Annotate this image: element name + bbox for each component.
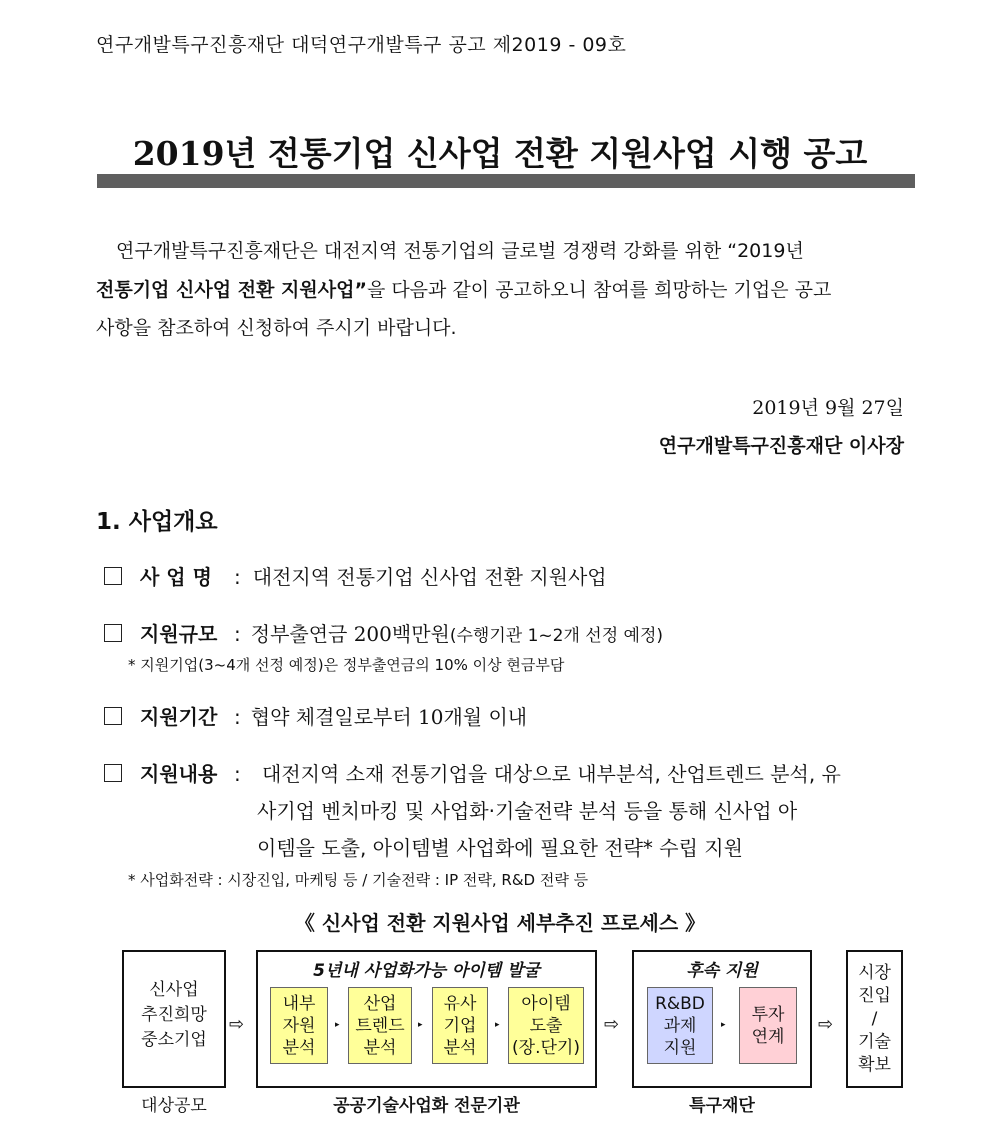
content-line-3: 이템을 도출, 아이템별 사업화에 필요한 전략* 수립 지원 bbox=[257, 836, 743, 860]
checkbox-square-icon bbox=[104, 624, 122, 642]
arrow-right-icon: ⇨ bbox=[604, 1014, 620, 1035]
step-internal-analysis bbox=[270, 987, 328, 1064]
step-line: 트렌드 bbox=[355, 1015, 405, 1036]
result-line: 기술 bbox=[858, 1032, 891, 1052]
step-line: 유사 bbox=[443, 993, 477, 1014]
step-line: 지원 bbox=[663, 1037, 697, 1058]
overview-item-period bbox=[104, 701, 527, 730]
step-line: 분석 bbox=[363, 1037, 397, 1058]
step-investment-link bbox=[739, 987, 797, 1064]
arrow-right-icon: ⇨ bbox=[229, 1014, 245, 1035]
small-arrow-icon: ▸ bbox=[335, 1020, 340, 1030]
step-rbd-support bbox=[647, 987, 713, 1064]
content-line-1: 대전지역 소재 전통기업을 대상으로 내부분석, 산업트렌드 분석, 유 bbox=[262, 762, 841, 786]
intro-line-2 bbox=[96, 275, 906, 302]
item-separator: : bbox=[234, 762, 241, 786]
target-text bbox=[122, 978, 226, 1053]
item-label: 지원규모 bbox=[140, 622, 218, 646]
intro-text-1: 연구개발특구진흥재단은 대전지역 전통기업의 글로벌 경쟁력 강화를 위한 “2019년 bbox=[116, 240, 804, 262]
program-name-bold: 전통기업 신사업 전환 지원사업” bbox=[96, 279, 367, 301]
step-line: 아이템 bbox=[521, 993, 571, 1014]
item-separator: : bbox=[234, 705, 241, 729]
step-line: 자원 bbox=[282, 1015, 316, 1036]
item-separator: : bbox=[234, 565, 241, 589]
small-arrow-icon: ▸ bbox=[418, 1020, 423, 1030]
title-rule bbox=[97, 174, 915, 188]
item-value: 대전지역 전통기업 신사업 전환 지원사업 bbox=[252, 565, 607, 589]
target-line: 추진희망 bbox=[141, 1005, 207, 1025]
target-line: 중소기업 bbox=[141, 1030, 207, 1050]
step-line: 도출 bbox=[529, 1015, 563, 1036]
arrow-right-icon: ⇨ bbox=[818, 1014, 834, 1035]
result-line: / bbox=[871, 1009, 878, 1029]
overview-item-content bbox=[104, 758, 251, 787]
process-title: 《 신사업 전환 지원사업 세부추진 프로세스 》 bbox=[294, 911, 706, 935]
small-arrow-icon: ▸ bbox=[495, 1020, 500, 1030]
item-label: 지원내용 bbox=[140, 762, 218, 786]
page-title: 2019년 전통기업 신사업 전환 지원사업 시행 공고 bbox=[132, 134, 868, 173]
step-item-derivation bbox=[508, 987, 584, 1064]
target-line: 신사업 bbox=[149, 980, 199, 1000]
step-line: 내부 bbox=[282, 993, 316, 1014]
content-line-2: 사기업 벤치마킹 및 사업화·기술전략 분석 등을 통해 신사업 아 bbox=[257, 799, 798, 823]
note-cost-share: * 지원기업(3~4개 선정 예정)은 정부출연금의 10% 이상 현금부담 bbox=[128, 656, 565, 674]
checkbox-square-icon bbox=[104, 764, 122, 782]
step-line: 분석 bbox=[443, 1037, 477, 1058]
item-value-detail: (수행기관 1~2개 선정 예정) bbox=[449, 626, 663, 646]
step-peer-analysis bbox=[432, 987, 488, 1064]
item-label: 사 업 명 bbox=[140, 565, 212, 589]
item-value: 협약 체결일로부터 10개월 이내 bbox=[250, 705, 528, 729]
step-line: 기업 bbox=[443, 1015, 477, 1036]
step-line: 연계 bbox=[751, 1026, 785, 1047]
step-line: 과제 bbox=[663, 1015, 697, 1036]
item-value: 정부출연금 200백만원 bbox=[250, 622, 450, 646]
item-separator: : bbox=[234, 622, 241, 646]
followup-title: 후속 지원 bbox=[686, 961, 758, 981]
announcement-date: 2019년 9월 27일 bbox=[752, 397, 904, 419]
step-line: 투자 bbox=[751, 1004, 785, 1025]
announcement-number: 연구개발특구진흥재단 대덕연구개발특구 공고 제2019 - 09호 bbox=[96, 34, 627, 56]
step-trend-analysis bbox=[348, 987, 412, 1064]
step-line: (장.단기) bbox=[512, 1037, 580, 1058]
intro-line-3: 사항을 참조하여 신청하여 주시기 바랍니다. bbox=[96, 317, 457, 339]
step-line: 산업 bbox=[363, 993, 397, 1014]
result-text bbox=[846, 962, 903, 1077]
result-line: 확보 bbox=[858, 1055, 891, 1075]
result-line: 진입 bbox=[858, 986, 891, 1006]
intro-line-1 bbox=[96, 236, 906, 263]
discovery-caption: 공공기술사업화 전문기관 bbox=[333, 1096, 520, 1116]
target-caption: 대상공모 bbox=[141, 1096, 207, 1116]
checkbox-square-icon bbox=[104, 707, 122, 725]
step-line: R&BD bbox=[655, 993, 705, 1014]
followup-caption: 특구재단 bbox=[689, 1096, 755, 1116]
small-arrow-icon: ▸ bbox=[721, 1020, 726, 1030]
result-line: 시장 bbox=[858, 963, 891, 983]
intro-text-2: 을 다음과 같이 공고하오니 참여를 희망하는 기업은 공고 bbox=[366, 279, 832, 301]
step-line: 분석 bbox=[282, 1037, 316, 1058]
signer: 연구개발특구진흥재단 이사장 bbox=[658, 435, 904, 457]
discovery-title: 5년내 사업화가능 아이템 발굴 bbox=[313, 961, 540, 981]
item-label: 지원기간 bbox=[140, 705, 218, 729]
section-heading: 1. 사업개요 bbox=[96, 509, 218, 535]
checkbox-square-icon bbox=[104, 567, 122, 585]
note-strategy: * 사업화전략 : 시장진입, 마케팅 등 / 기술전략 : IP 전략, R&D 전략 등 bbox=[128, 871, 589, 889]
overview-item-scale bbox=[104, 618, 663, 647]
overview-item-name bbox=[104, 561, 607, 590]
